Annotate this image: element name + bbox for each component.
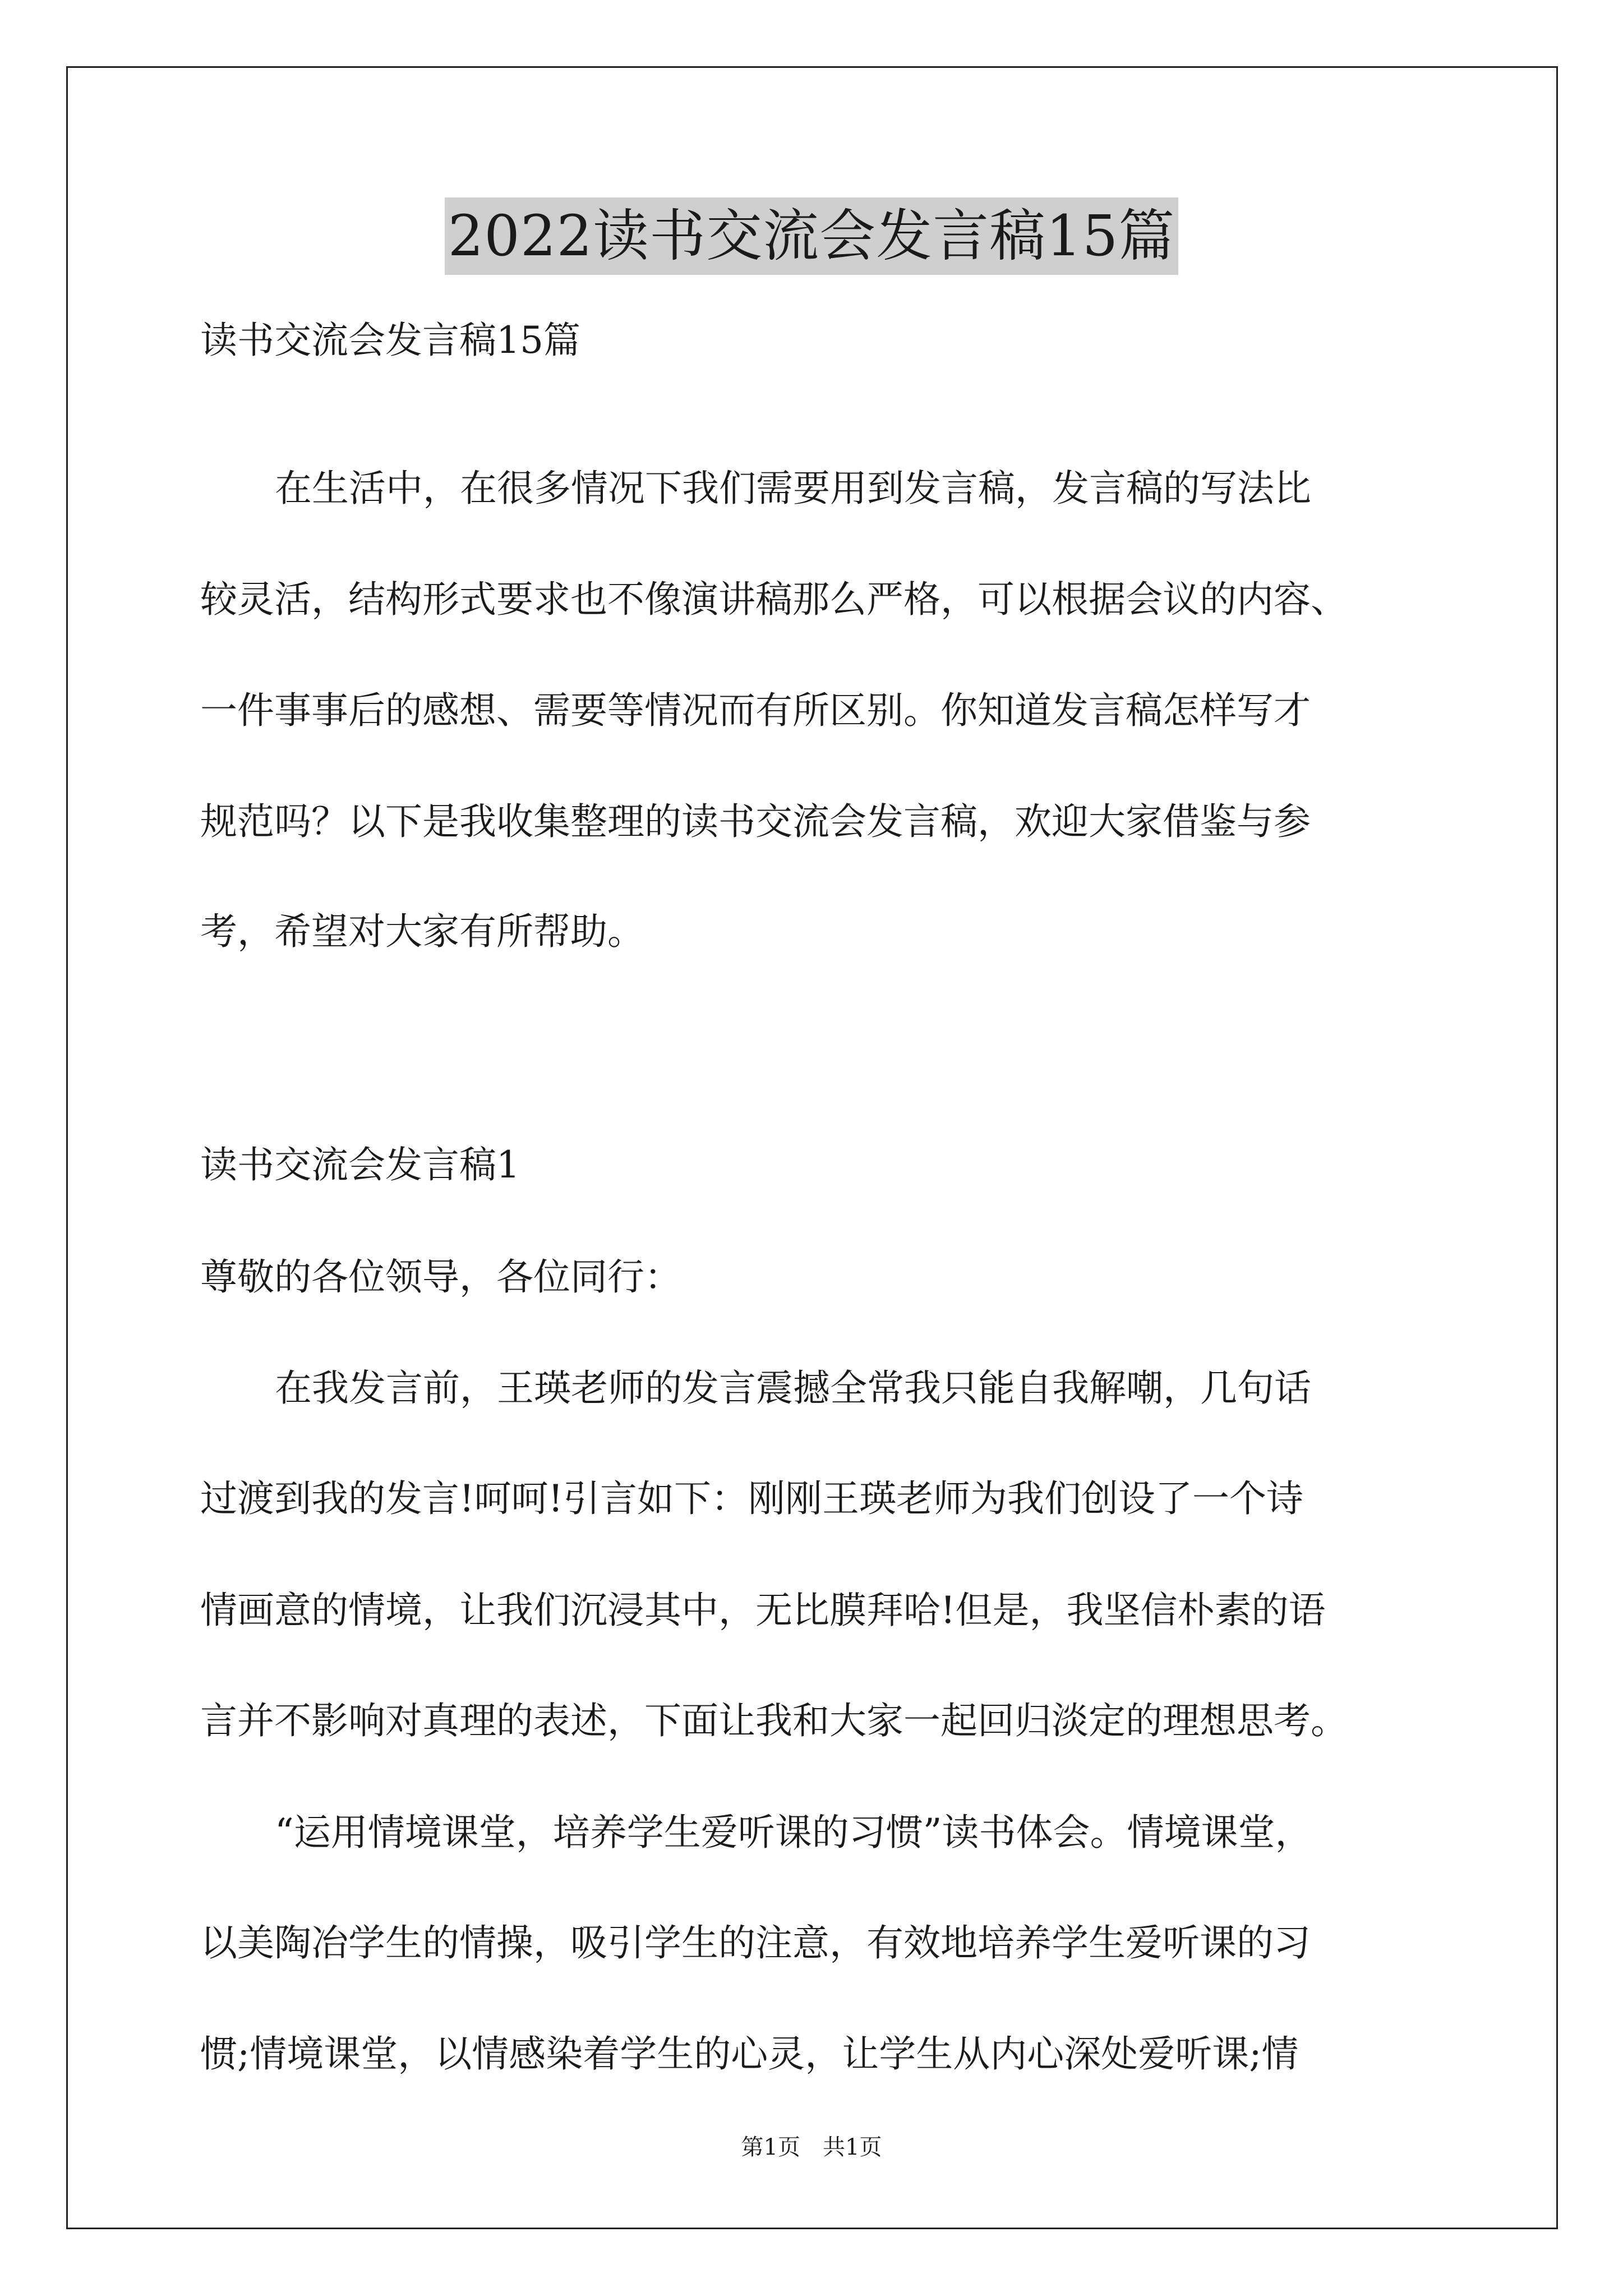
paragraph-line: 规范吗？以下是我收集整理的读书交流会发言稿，欢迎大家借鉴与参	[200, 800, 1311, 843]
salutation-line: 尊敬的各位领导，各位同行：	[200, 1255, 681, 1299]
paragraph-line: 言并不影响对真理的表述，下面让我和大家一起回归淡定的理想思考。	[200, 1699, 1348, 1742]
paragraph-line: 考，希望对大家有所帮助。	[200, 910, 644, 953]
paragraph-line: 情画意的情境，让我们沉浸其中，无比膜拜哈!但是，我坚信朴素的语	[200, 1589, 1326, 1632]
paragraph-line: 在生活中，在很多情况下我们需要用到发言稿，发言稿的写法比	[275, 467, 1311, 510]
paragraph-line: 惯;情境课堂，以情感染着学生的心灵，让学生从内心深处爱听课;情	[200, 2032, 1299, 2076]
subtitle-line: 读书交流会发言稿15篇	[200, 319, 580, 362]
paragraph-line: 过渡到我的发言!呵呵!引言如下：刚刚王瑛老师为我们创设了一个诗	[200, 1477, 1304, 1520]
paragraph-line: 一件事事后的感想、需要等情况而有所区别。你知道发言稿怎样写才	[200, 689, 1311, 732]
document-title: 2022读书交流会发言稿15篇	[445, 197, 1179, 275]
paragraph-line: 在我发言前，王瑛老师的发言震撼全常我只能自我解嘲，几句话	[275, 1366, 1311, 1410]
paragraph-line: “运用情境课堂，培养学生爱听课的习惯”读书体会。情境课堂，	[275, 1811, 1312, 1854]
paragraph-line: 较灵活，结构形式要求也不像演讲稿那么严格，可以根据会议的内容、	[200, 578, 1348, 621]
page-number-footer: 第1页 共1页	[741, 2134, 882, 2160]
title-container	[0, 197, 1623, 275]
paragraph-line: 以美陶冶学生的情操，吸引学生的注意，有效地培养学生爱听课的习	[200, 1921, 1311, 1964]
section-heading: 读书交流会发言稿1	[200, 1143, 520, 1186]
